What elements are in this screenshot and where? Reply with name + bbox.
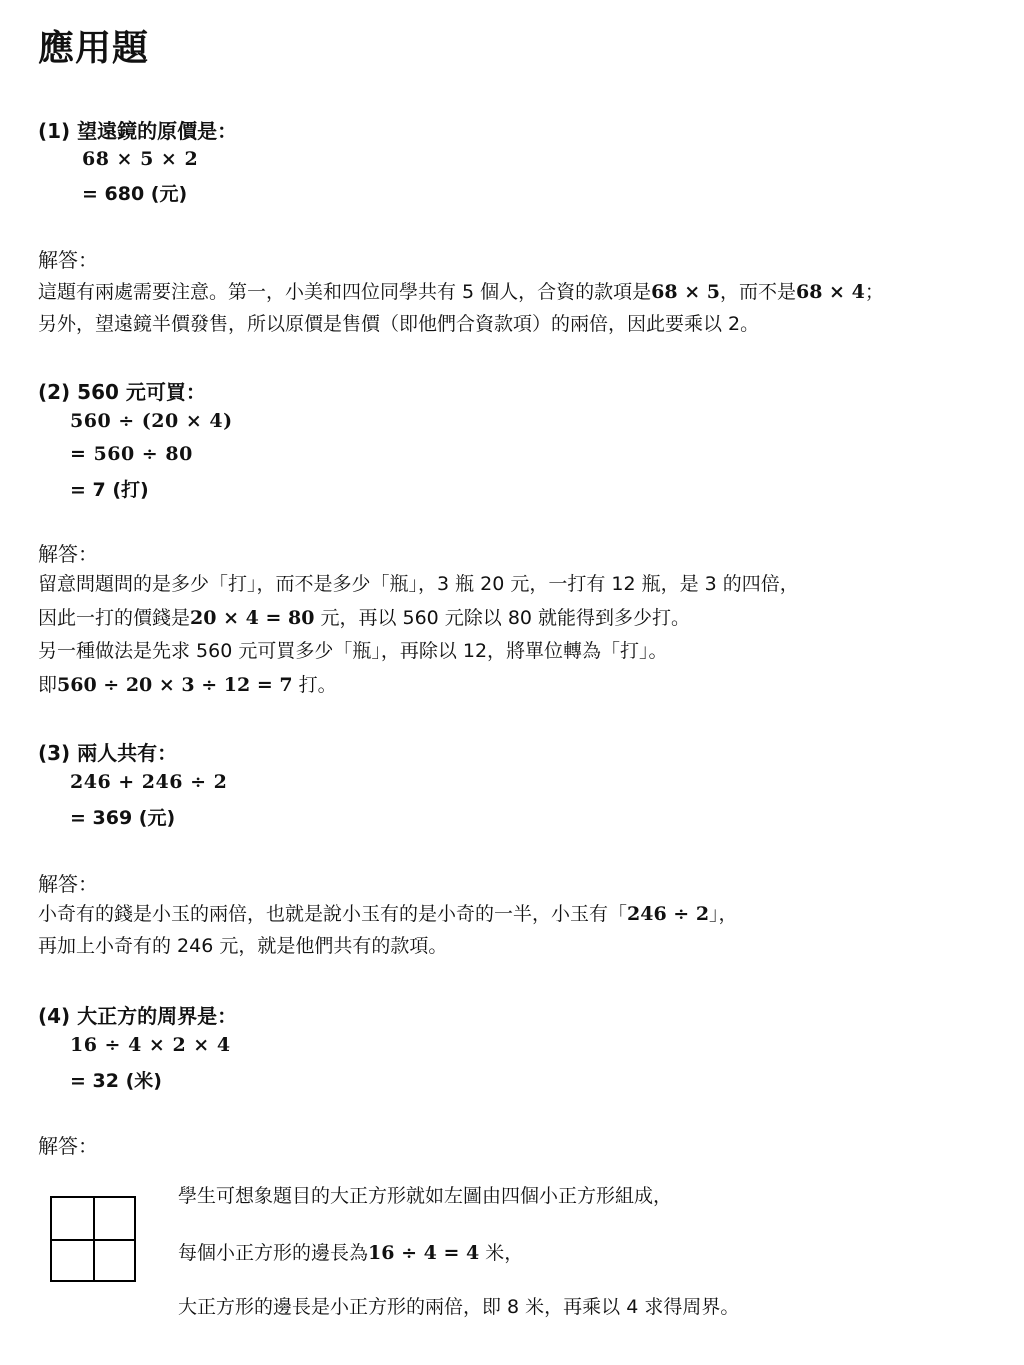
- q4-explanation-line3: 大正方形的邊長是小正方形的兩倍，即 8 米，再乘以 4 求得周界。: [178, 1296, 740, 1318]
- q2-expression: 560 ÷ (20 × 4): [70, 410, 233, 432]
- text-run: 即: [38, 674, 58, 696]
- q3-explanation-line2: 再加上小奇有的 246 元，就是他們共有的款項。: [38, 935, 448, 957]
- q2-explanation-line1: 留意問題問的是多少「打」，而不是多少「瓶」，3 瓶 20 元，一打有 12 瓶，是 3 的四倍，: [38, 573, 799, 595]
- text-run: 米，: [479, 1242, 524, 1264]
- q3-heading: (3) 兩人共有：: [38, 741, 178, 765]
- text-run: 因此一打的價錢是: [38, 607, 191, 629]
- text-run: 」，: [709, 903, 738, 925]
- q3-explanation-line1: [38, 898, 738, 930]
- q3-expression: 246 + 246 ÷ 2: [70, 771, 228, 793]
- math-run: 20 × 4 = 80: [190, 607, 315, 629]
- q2-answer-label: 解答：: [38, 542, 98, 566]
- q3-result: = 369 (元): [70, 807, 176, 829]
- q4-explanation-line2: [178, 1237, 523, 1269]
- q1-result: = 680 (元): [82, 183, 188, 205]
- q4-heading: (4) 大正方的周界是：: [38, 1004, 238, 1028]
- page-title: 應用題: [38, 28, 150, 69]
- q2-result: = 7 (打): [70, 479, 149, 501]
- math-run: 16 ÷ 4 = 4: [368, 1242, 480, 1264]
- text-run: ；: [864, 281, 884, 303]
- q1-answer-label: 解答：: [38, 248, 98, 272]
- text-run: 這題有兩處需要注意。第一，小美和四位同學共有 5 個人，合資的款項是: [38, 281, 652, 303]
- text-run: ，而不是: [719, 281, 796, 303]
- q2-expression-step: = 560 ÷ 80: [70, 443, 193, 465]
- q2-explanation-line4: [38, 669, 337, 701]
- four-squares-diagram: [50, 1196, 136, 1282]
- q1-explanation-line2: 另外，望遠鏡半價發售，所以原價是售價（即他們合資款項）的兩倍，因此要乘以 2。: [38, 313, 760, 335]
- math-run: 68 × 4: [796, 281, 865, 303]
- text-run: 每個小正方形的邊長為: [178, 1242, 369, 1264]
- text-run: 打。: [292, 674, 337, 696]
- q2-heading: (2) 560 元可買：: [38, 380, 206, 404]
- grid-horizontal-line: [52, 1239, 134, 1241]
- q1-heading: (1) 望遠鏡的原價是：: [38, 119, 238, 143]
- q4-expression: 16 ÷ 4 × 2 × 4: [70, 1034, 231, 1056]
- math-run: 68 × 5: [651, 281, 720, 303]
- math-run: 246 ÷ 2: [627, 903, 710, 925]
- q2-explanation-line3: 另一種做法是先求 560 元可買多少「瓶」，再除以 12，將單位轉為「打」。: [38, 640, 668, 662]
- q4-explanation-line1: 學生可想象題目的大正方形就如左圖由四個小正方形組成，: [178, 1185, 673, 1207]
- math-run: 560 ÷ 20 × 3 ÷ 12 = 7: [57, 674, 293, 696]
- q4-answer-label: 解答：: [38, 1134, 98, 1158]
- text-run: 元，再以 560 元除以 80 就能得到多少打。: [314, 607, 691, 629]
- q1-explanation-line1: [38, 276, 884, 308]
- q1-expression: 68 × 5 × 2: [82, 148, 199, 170]
- q4-result: = 32 (米): [70, 1070, 162, 1092]
- text-run: 小奇有的錢是小玉的兩倍，也就是說小玉有的是小奇的一半，小玉有「: [38, 903, 628, 925]
- q2-explanation-line2: [38, 602, 690, 634]
- q3-answer-label: 解答：: [38, 872, 98, 896]
